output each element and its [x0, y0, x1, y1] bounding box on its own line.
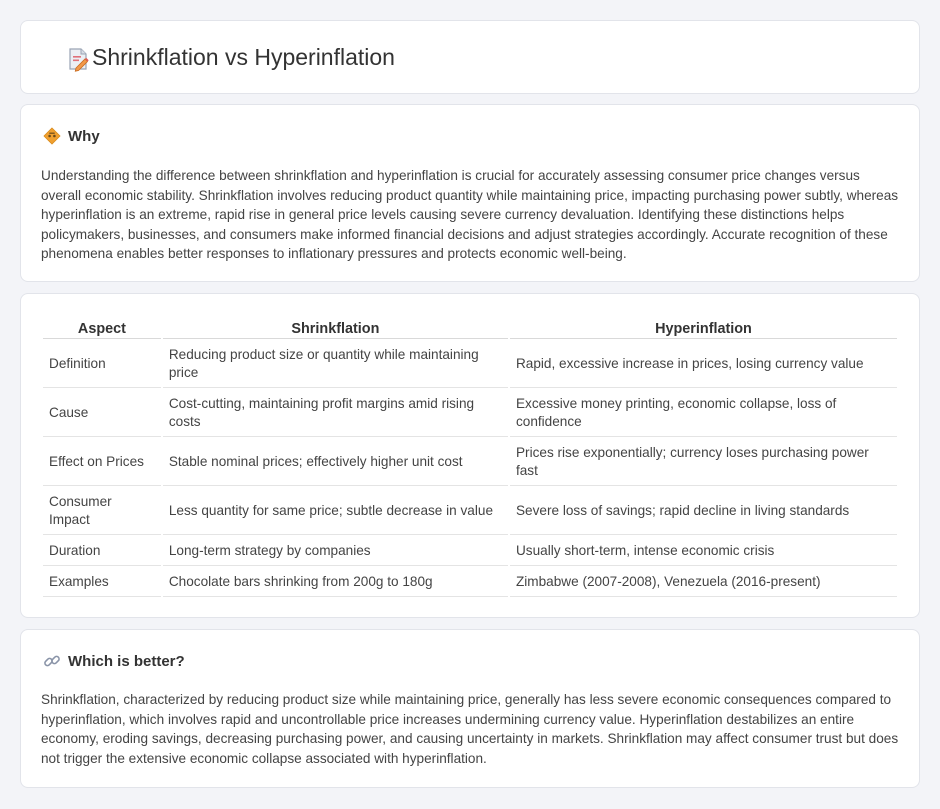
- better-text: Shrinkflation, characterized by reducing product size while maintaining price, generally has less severe economic consequences compared to hyperinflation, which involves rapid and uncontrollable price increases undermining currency value. Hyperinflation destabilizes an entire economy, eroding savings, decreasing purchasing power, and causing uncertainty in markets. Shrinkflation may affect consumer trust but does not trigger the extensive economic collapse associated with hyperinflation.: [41, 692, 899, 766]
- why-title: Why: [68, 127, 100, 145]
- better-title: Which is better?: [68, 652, 185, 670]
- link-icon: [43, 652, 61, 670]
- comparison-table: [41, 315, 899, 599]
- row-hyperinflation: Severe loss of savings; rapid decline in living standards: [510, 488, 897, 535]
- why-section: [20, 104, 920, 282]
- row-shrinkflation: Chocolate bars shrinking from 200g to 180g: [163, 568, 508, 597]
- header-shrinkflation: Shrinkflation: [163, 317, 508, 339]
- row-aspect: Duration: [43, 537, 161, 566]
- table-row: [43, 568, 897, 597]
- row-aspect: Effect on Prices: [43, 439, 161, 486]
- page-title: Shrinkflation vs Hyperinflation: [92, 44, 395, 70]
- row-hyperinflation: Excessive money printing, economic collapse, loss of confidence: [510, 390, 897, 437]
- row-aspect: Cause: [43, 390, 161, 437]
- document-pencil-icon: [65, 46, 91, 72]
- better-heading: [43, 652, 185, 670]
- row-shrinkflation: Reducing product size or quantity while maintaining price: [163, 341, 508, 388]
- row-shrinkflation: Stable nominal prices; effectively higher unit cost: [163, 439, 508, 486]
- row-shrinkflation: Cost-cutting, maintaining profit margins amid rising costs: [163, 390, 508, 437]
- comparison-section: [20, 293, 920, 618]
- header-hyperinflation: Hyperinflation: [510, 317, 897, 339]
- why-text: Understanding the difference between shrinkflation and hyperinflation is crucial for accurately assessing consumer price changes versus overall economic stability. Shrinkflation involves reducing product quantity while maintaining price, impacting purchasing power subtly, whereas hyperinflation is an extreme, rapid rise in general price levels causing severe currency devaluation. Identifying these distinctions helps policymakers, businesses, and consumers make informed financial decisions and adjust strategies accordingly. Accurate recognition of these phenomena enables better responses to inflationary pressures and protects economic well-being.: [41, 168, 899, 262]
- row-shrinkflation: Long-term strategy by companies: [163, 537, 508, 566]
- why-heading: [43, 127, 100, 145]
- header-card: [20, 20, 920, 94]
- table-row: [43, 537, 897, 566]
- row-aspect: Definition: [43, 341, 161, 388]
- which-is-better-section: [20, 629, 920, 788]
- row-shrinkflation: Less quantity for same price; subtle decrease in value: [163, 488, 508, 535]
- table-row: [43, 439, 897, 486]
- row-hyperinflation: Prices rise exponentially; currency loses purchasing power fast: [510, 439, 897, 486]
- row-aspect: Examples: [43, 568, 161, 597]
- header-aspect: Aspect: [43, 317, 161, 339]
- table-row: [43, 390, 897, 437]
- row-hyperinflation: Zimbabwe (2007-2008), Venezuela (2016-present): [510, 568, 897, 597]
- table-row: [43, 488, 897, 535]
- diamond-warning-icon: [43, 127, 61, 145]
- row-hyperinflation: Usually short-term, intense economic crisis: [510, 537, 897, 566]
- row-hyperinflation: Rapid, excessive increase in prices, losing currency value: [510, 341, 897, 388]
- table-row: [43, 341, 897, 388]
- table-header-row: [43, 317, 897, 339]
- row-aspect: Consumer Impact: [43, 488, 161, 535]
